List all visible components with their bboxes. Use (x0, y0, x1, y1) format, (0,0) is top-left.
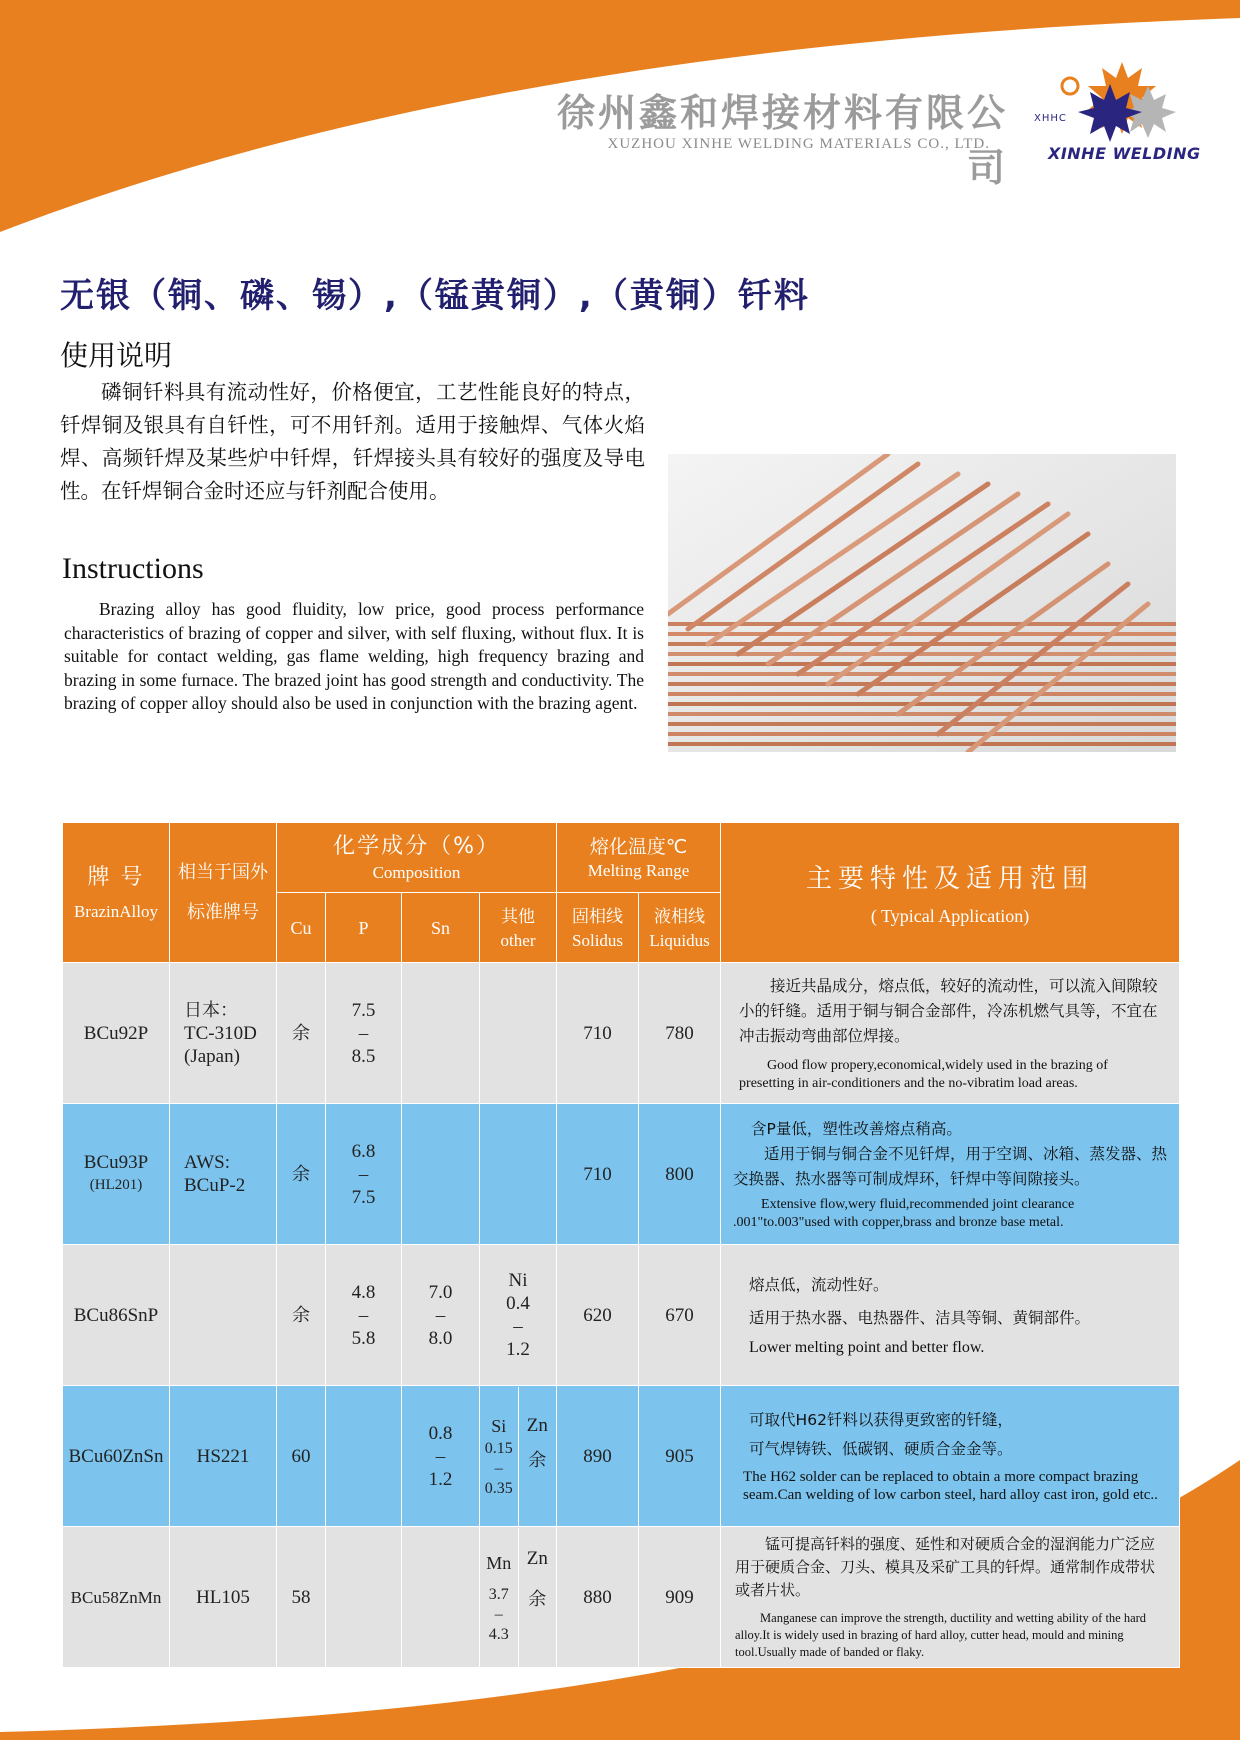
usage-text: 磷铜钎料具有流动性好，价格便宜，工艺性能良好的特点，钎焊铜及银具有自钎性，可不用钎剂。适用于接触焊、气体火焰焊、高频钎焊及某些炉中钎焊，钎焊接头具有较好的强度及导电性。在钎焊铜合金时还应与钎剂配合使用。 (60, 380, 645, 503)
cell-other (480, 1104, 557, 1245)
cell-liquidus: 780 (639, 963, 721, 1104)
cell-application (721, 963, 1180, 1104)
application-cn-line2: 可气焊铸铁、低碳钢、硬质合金金等。 (749, 1440, 1013, 1458)
cell-liquidus: 905 (639, 1386, 721, 1527)
cell-solidus: 890 (557, 1386, 639, 1527)
cell-sn (402, 963, 480, 1104)
cell-other: Si 0.15 – 0.35 Zn 余 (480, 1386, 557, 1527)
application-en: Manganese can improve the strength, ductility and wetting ability of the hard alloy.It is widely used in brazing of hard alloy, cutter head, mould and mining tool.Usually made of banded or flaky. (735, 1611, 1147, 1659)
cell-solidus: 710 (557, 1104, 639, 1245)
application-en: Lower melting point and better flow. (749, 1339, 985, 1356)
usage-heading: 使用说明 (60, 339, 173, 372)
application-cn-line1: 可取代H62钎料以获得更致密的钎缝， (749, 1411, 1013, 1429)
cell-p: 6.8 – 7.5 (326, 1104, 402, 1245)
cell-equivalent: AWS: BCuP-2 (170, 1104, 277, 1245)
cell-sn: 0.8 – 1.2 (402, 1386, 480, 1527)
logo-name: XINHE WELDING (1048, 144, 1201, 163)
cell-cu: 余 (277, 963, 326, 1104)
cell-p: 4.8 – 5.8 (326, 1245, 402, 1386)
header-cu: Cu (277, 893, 326, 963)
application-cn-line2: 适用于铜与铜合金不见钎焊，用于空调、冰箱、蒸发器、热交换器、热水器等可制成焊环，钎焊中等间隙接头。 (733, 1144, 1168, 1188)
header-equivalent: 相当于国外 标准牌号 (170, 823, 277, 963)
cell-application (721, 1386, 1180, 1527)
application-cn: 锰可提高钎料的强度、延性和对硬质合金的湿润能力广泛应用于硬质合金、刀头、模具及采矿工具的钎焊。通常制作成带状或者片状。 (735, 1535, 1156, 1599)
header-application: 主要特性及适用范围 ( Typical Application) (721, 823, 1180, 963)
table-row (63, 1245, 1180, 1386)
cell-p (326, 1527, 402, 1668)
cell-application (721, 1527, 1180, 1668)
cell-cu: 余 (277, 1245, 326, 1386)
header-liquidus: 液相线 Liquidus (639, 893, 721, 963)
cell-other: Mn 3.7 – 4.3 Zn 余 (480, 1527, 557, 1668)
cell-brand: BCu92P (63, 963, 170, 1104)
instructions-text: Brazing alloy has good fluidity, low price, good process performance characteristics of brazing of copper and silver, with self fluxing, without flux. It is suitable for contact welding, gas flame welding, high frequency brazing and brazing in some furnace. The brazed joint has good strength and conductivity. The brazing of copper alloy should also be used in conjunction with the brazing agent. (64, 599, 644, 713)
cell-application (721, 1104, 1180, 1245)
cell-p: 7.5 – 8.5 (326, 963, 402, 1104)
page-title: 无银（铜、磷、锡）,（锰黄铜）,（黄铜）钎料 (60, 276, 810, 316)
header-melting-range: 熔化温度℃ Melting Range (557, 823, 721, 893)
cell-solidus: 620 (557, 1245, 639, 1386)
cell-application (721, 1245, 1180, 1386)
cell-cu: 58 (277, 1527, 326, 1668)
company-name-cn: 徐州鑫和焊接材料有限公司 (556, 91, 1008, 190)
cell-sn: 7.0 – 8.0 (402, 1245, 480, 1386)
cell-other (480, 963, 557, 1104)
cell-equivalent: HL105 (170, 1527, 277, 1668)
cell-sn (402, 1104, 480, 1245)
cell-cu: 余 (277, 1104, 326, 1245)
copper-rods-photo (668, 454, 1176, 752)
cell-liquidus: 909 (639, 1527, 721, 1668)
header-p: P (326, 893, 402, 963)
application-cn-line2: 适用于热水器、电热器件、洁具等铜、黄铜部件。 (749, 1309, 1091, 1327)
header-sn: Sn (402, 893, 480, 963)
table-row (63, 963, 1180, 1104)
table-row (63, 1104, 1180, 1245)
application-cn: 接近共晶成分，熔点低，较好的流动性，可以流入间隙较小的钎缝。适用于铜与铜合金部件，冷冻机燃气具等，不宜在冲击振动弯曲部位焊接。 (739, 976, 1158, 1045)
header-solidus: 固相线 Solidus (557, 893, 639, 963)
application-en: Extensive flow,wery fluid,recommended joint clearance .001"to.003"used with copper,brass and bronze base metal. (733, 1196, 1075, 1230)
cell-brand: BCu58ZnMn (63, 1527, 170, 1668)
company-name-en: XUZHOU XINHE WELDING MATERIALS CO., LTD. (607, 136, 990, 152)
header-composition: 化学成分（%） Composition (277, 823, 557, 893)
header-brand: 牌 号 BrazinAlloy (63, 823, 170, 963)
cell-brand: BCu93P (HL201) (63, 1104, 170, 1245)
cell-liquidus: 800 (639, 1104, 721, 1245)
application-cn-line1: 熔点低，流动性好。 (749, 1276, 889, 1294)
cell-solidus: 710 (557, 963, 639, 1104)
cell-liquidus: 670 (639, 1245, 721, 1386)
instructions-heading: Instructions (62, 552, 204, 585)
cell-equivalent: 日本： TC-310D (Japan) (170, 963, 277, 1104)
alloy-spec-table (62, 822, 1180, 1668)
application-en: Good flow propery,economical,widely used in the brazing of presetting in air-conditioners and the no-vibratim load areas. (739, 1057, 1108, 1091)
cell-equivalent (170, 1245, 277, 1386)
cell-sn (402, 1527, 480, 1668)
cell-p (326, 1386, 402, 1527)
cell-other: Ni 0.4 – 1.2 (480, 1245, 557, 1386)
table-row (63, 1386, 1180, 1527)
logo-sub-text: XHHC (1034, 113, 1067, 124)
header-other: 其他 other (480, 893, 557, 963)
cell-brand: BCu60ZnSn (63, 1386, 170, 1527)
application-cn-line1: 含P量低，塑性改善熔点稍高。 (751, 1119, 962, 1138)
cell-equivalent: HS221 (170, 1386, 277, 1527)
cell-solidus: 880 (557, 1527, 639, 1668)
application-en: The H62 solder can be replaced to obtain a more compact brazing seam.Can welding of low carbon steel, hard alloy cast iron, gold etc.. (743, 1469, 1158, 1503)
cell-cu: 60 (277, 1386, 326, 1527)
cell-brand: BCu86SnP (63, 1245, 170, 1386)
table-row (63, 1527, 1180, 1668)
